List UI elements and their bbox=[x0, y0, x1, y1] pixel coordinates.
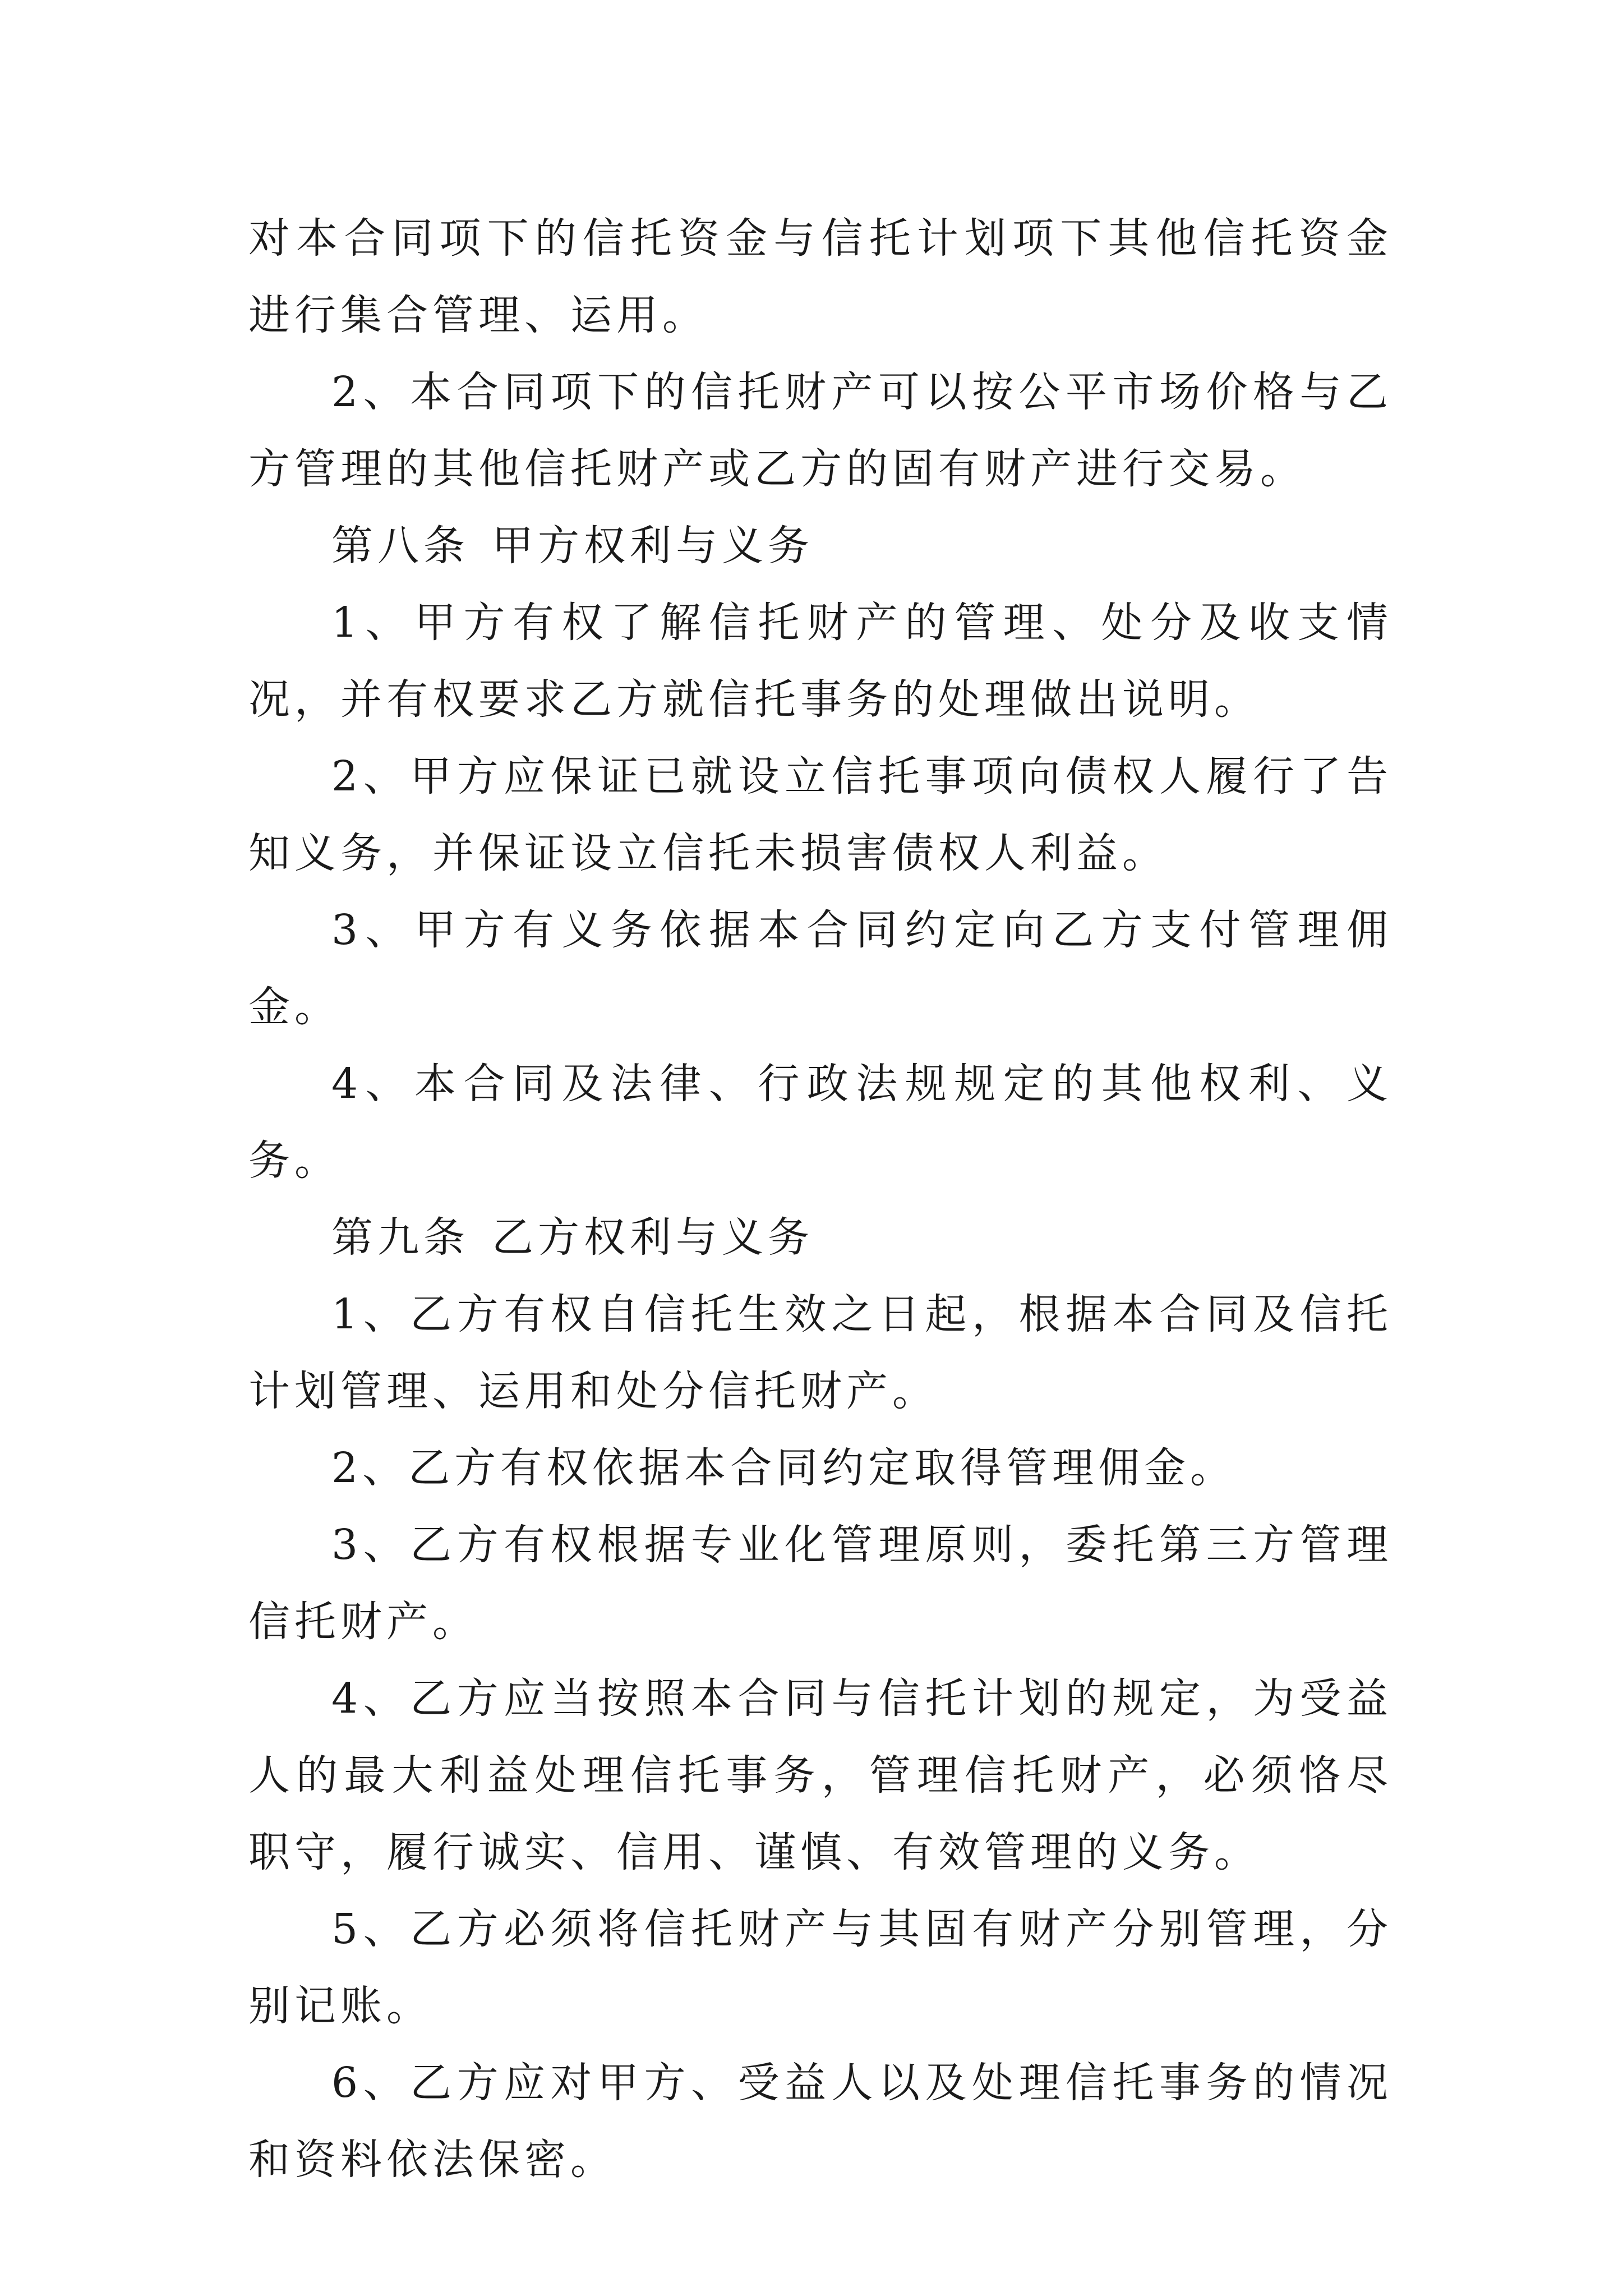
paragraph-collective-management: 对本合同项下的信托资金与信托计划项下其他信托资金进行集合管理、运用。 bbox=[248, 214, 1393, 339]
article-9-number: 第九条 bbox=[331, 1213, 469, 1262]
article-8-item-1: 1、甲方有权了解信托财产的管理、处分及收支情况，并有权要求乙方就信托事务的处理做出说明。 bbox=[248, 599, 1393, 724]
article-8-number: 第八条 bbox=[331, 522, 469, 570]
article-9-heading bbox=[248, 1199, 1393, 1276]
article-8-item-3: 3、甲方有义务依据本合同约定向乙方支付管理佣金。 bbox=[248, 906, 1393, 1031]
article-9-item-2: 2、乙方有权依据本合同约定取得管理佣金。 bbox=[331, 1444, 1237, 1492]
article-8-title: 甲方权利与义务 bbox=[492, 522, 814, 570]
article-9-item-5: 5、乙方必须将信托财产与其固有财产分别管理，分别记账。 bbox=[248, 1905, 1393, 2030]
article-9-item-4: 4、乙方应当按照本合同与信托计划的规定，为受益人的最大利益处理信托事务，管理信托财产，必须恪尽职守，履行诚实、信用、谨慎、有效管理的义务。 bbox=[248, 1674, 1393, 1876]
paragraph-fair-trade: 2、本合同项下的信托财产可以按公平市场价格与乙方管理的其他信托财产或乙方的固有财产进行交易。 bbox=[248, 368, 1393, 493]
article-9-item-3: 3、乙方有权根据专业化管理原则，委托第三方管理信托财产。 bbox=[248, 1521, 1393, 1646]
article-9-title: 乙方权利与义务 bbox=[492, 1213, 814, 1262]
article-9-item-1: 1、乙方有权自信托生效之日起，根据本合同及信托计划管理、运用和处分信托财产。 bbox=[248, 1290, 1393, 1415]
article-8-heading bbox=[248, 508, 1393, 585]
document-body bbox=[248, 200, 1393, 2198]
article-8-item-4: 4、本合同及法律、行政法规规定的其他权利、义务。 bbox=[248, 1060, 1393, 1185]
article-8-item-2: 2、甲方应保证已就设立信托事项向债权人履行了告知义务，并保证设立信托未损害债权人利益。 bbox=[248, 752, 1393, 877]
article-9-item-6: 6、乙方应对甲方、受益人以及处理信托事务的情况和资料依法保密。 bbox=[248, 2059, 1393, 2184]
